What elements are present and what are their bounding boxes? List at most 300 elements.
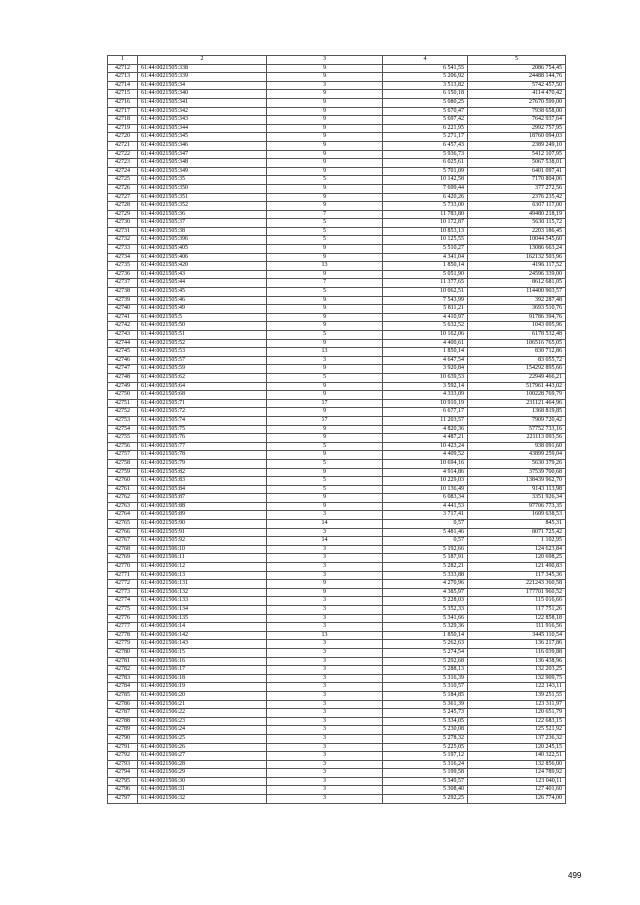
specific-value-cell: 0,57	[383, 537, 468, 546]
category-code-cell: 3	[267, 717, 383, 726]
category-code-cell: 3	[267, 597, 383, 606]
table-row	[108, 356, 566, 365]
row-index-cell: 42738	[108, 288, 138, 297]
table-row	[108, 382, 566, 391]
specific-value-cell: 10 853,13	[383, 227, 468, 236]
cadastral-number-cell: 61:44:0021505:43	[138, 270, 267, 279]
specific-value-cell: 5 228,03	[383, 597, 468, 606]
table-row	[108, 184, 566, 193]
cadastral-value-cell: 49480 218,19	[468, 210, 566, 219]
cadastral-number-cell: 61:44:0021505:88	[138, 502, 267, 511]
cadastral-number-cell: 61:44:0021505:45	[138, 288, 267, 297]
row-index-cell: 42774	[108, 597, 138, 606]
table-row	[108, 537, 566, 546]
cadastral-value-cell: 140 322,51	[468, 752, 566, 761]
table-header	[108, 56, 566, 65]
cadastral-number-cell: 61:44:0021505:34	[138, 81, 267, 90]
cadastral-number-cell: 61:44:0021506:18	[138, 674, 267, 683]
row-index-cell: 42724	[108, 167, 138, 176]
cadastral-number-cell: 61:44:0021506:135	[138, 614, 267, 623]
cadastral-value-cell: 37539 700,68	[468, 468, 566, 477]
header-col-4: 4	[383, 56, 468, 65]
row-index-cell: 42721	[108, 141, 138, 150]
row-index-cell: 42747	[108, 365, 138, 374]
table-row	[108, 511, 566, 520]
specific-value-cell: 4 333,09	[383, 391, 468, 400]
category-code-cell: 9	[267, 494, 383, 503]
cadastral-number-cell: 61:44:0021505:64	[138, 382, 267, 391]
table-row	[108, 245, 566, 254]
cadastral-number-cell: 61:44:0021506:133	[138, 597, 267, 606]
table-row	[108, 434, 566, 443]
category-code-cell: 3	[267, 769, 383, 778]
row-index-cell: 42780	[108, 648, 138, 657]
cadastral-value-cell: 132 203,25	[468, 666, 566, 675]
cadastral-number-cell: 61:44:0021505:87	[138, 494, 267, 503]
category-code-cell: 9	[267, 245, 383, 254]
category-code-cell: 3	[267, 356, 383, 365]
specific-value-cell: 5 262,63	[383, 640, 468, 649]
cadastral-value-cell: 6401 097,41	[468, 167, 566, 176]
cadastral-value-cell: 57752 733,16	[468, 425, 566, 434]
specific-value-cell: 6 420,26	[383, 193, 468, 202]
category-code-cell: 3	[267, 545, 383, 554]
specific-value-cell: 7 543,99	[383, 296, 468, 305]
category-code-cell: 5	[267, 485, 383, 494]
category-code-cell: 3	[267, 795, 383, 804]
cadastral-value-cell: 132 909,75	[468, 674, 566, 683]
table-row	[108, 743, 566, 752]
table-row	[108, 485, 566, 494]
cadastral-value-cell: 830 712,86	[468, 348, 566, 357]
table-row	[108, 597, 566, 606]
table-row	[108, 219, 566, 228]
cadastral-number-cell: 61:44:0021506:23	[138, 717, 267, 726]
category-code-cell: 9	[267, 502, 383, 511]
table-row	[108, 468, 566, 477]
header-row	[108, 56, 566, 65]
row-index-cell: 42734	[108, 253, 138, 262]
category-code-cell: 3	[267, 786, 383, 795]
category-code-cell: 3	[267, 554, 383, 563]
category-code-cell: 9	[267, 322, 383, 331]
category-code-cell: 3	[267, 640, 383, 649]
cadastral-number-cell: 61:44:0021505:5	[138, 313, 267, 322]
cadastral-number-cell: 61:44:0021505:352	[138, 202, 267, 211]
cadastral-value-cell: 5067 538,01	[468, 159, 566, 168]
row-index-cell: 42783	[108, 674, 138, 683]
row-index-cell: 42775	[108, 606, 138, 615]
table-row	[108, 717, 566, 726]
table-row	[108, 365, 566, 374]
specific-value-cell: 1 850,14	[383, 262, 468, 271]
cadastral-number-cell: 61:44:0021505:338	[138, 64, 267, 73]
specific-value-cell: 4 400,61	[383, 339, 468, 348]
specific-value-cell: 5 697,42	[383, 116, 468, 125]
cadastral-number-cell: 61:44:0021505:90	[138, 520, 267, 529]
table-row	[108, 193, 566, 202]
row-index-cell: 42751	[108, 399, 138, 408]
category-code-cell: 9	[267, 339, 383, 348]
cadastral-value-cell: 377 272,56	[468, 184, 566, 193]
table-row	[108, 648, 566, 657]
table-row	[108, 73, 566, 82]
cadastral-value-cell: 3445 110,54	[468, 631, 566, 640]
cadastral-value-cell: 6307 117,00	[468, 202, 566, 211]
category-code-cell: 5	[267, 459, 383, 468]
category-code-cell: 5	[267, 176, 383, 185]
cadastral-value-cell: 27670 599,00	[468, 98, 566, 107]
table-row	[108, 631, 566, 640]
row-index-cell: 42758	[108, 459, 138, 468]
specific-value-cell: 10 423,24	[383, 442, 468, 451]
cadastral-value-cell: 125 521,92	[468, 726, 566, 735]
row-index-cell: 42761	[108, 485, 138, 494]
cadastral-value-cell: 18760 094,03	[468, 133, 566, 142]
row-index-cell: 42748	[108, 373, 138, 382]
table-row	[108, 554, 566, 563]
cadastral-number-cell: 61:44:0021505:83	[138, 477, 267, 486]
category-code-cell: 3	[267, 528, 383, 537]
cadastral-number-cell: 61:44:0021505:345	[138, 133, 267, 142]
specific-value-cell: 5 811,21	[383, 305, 468, 314]
row-index-cell: 42741	[108, 313, 138, 322]
category-code-cell: 9	[267, 313, 383, 322]
cadastral-value-cell: 2992 757,95	[468, 124, 566, 133]
table-row	[108, 674, 566, 683]
row-index-cell: 42788	[108, 717, 138, 726]
cadastral-value-cell: 5742 457,50	[468, 81, 566, 90]
document-table	[107, 55, 565, 804]
specific-value-cell: 10 136,49	[383, 485, 468, 494]
table-row	[108, 373, 566, 382]
table-row	[108, 279, 566, 288]
row-index-cell: 42742	[108, 322, 138, 331]
category-code-cell: 9	[267, 193, 383, 202]
table-row	[108, 236, 566, 245]
cadastral-value-cell: 8071 725,42	[468, 528, 566, 537]
table-row	[108, 571, 566, 580]
cadastral-number-cell: 61:44:0021505:91	[138, 528, 267, 537]
specific-value-cell: 5 245,73	[383, 709, 468, 718]
specific-value-cell: 7 699,44	[383, 184, 468, 193]
category-code-cell: 9	[267, 408, 383, 417]
cadastral-value-cell: 117 751,26	[468, 606, 566, 615]
category-code-cell: 14	[267, 537, 383, 546]
table-row	[108, 520, 566, 529]
specific-value-cell: 10 062,51	[383, 288, 468, 297]
cadastral-value-cell: 91786 394,76	[468, 313, 566, 322]
category-code-cell: 3	[267, 511, 383, 520]
row-index-cell: 42770	[108, 563, 138, 572]
row-index-cell: 42771	[108, 571, 138, 580]
cadastral-value-cell: 154292 895,66	[468, 365, 566, 374]
row-index-cell: 42749	[108, 382, 138, 391]
specific-value-cell: 5 349,57	[383, 777, 468, 786]
cadastral-number-cell: 61:44:0021505:38	[138, 227, 267, 236]
specific-value-cell: 5 192,66	[383, 545, 468, 554]
cadastral-number-cell: 61:44:0021506:14	[138, 623, 267, 632]
cadastral-number-cell: 61:44:0021506:16	[138, 657, 267, 666]
table-row	[108, 442, 566, 451]
category-code-cell: 3	[267, 777, 383, 786]
cadastral-value-cell: 138439 962,70	[468, 477, 566, 486]
specific-value-cell: 6 541,55	[383, 64, 468, 73]
row-index-cell: 42762	[108, 494, 138, 503]
cadastral-value-cell: 1 102,95	[468, 537, 566, 546]
table-row	[108, 777, 566, 786]
row-index-cell: 42757	[108, 451, 138, 460]
row-index-cell: 42763	[108, 502, 138, 511]
table-row	[108, 760, 566, 769]
category-code-cell: 3	[267, 691, 383, 700]
table-row	[108, 795, 566, 804]
table-row	[108, 769, 566, 778]
row-index-cell: 42777	[108, 623, 138, 632]
cadastral-number-cell: 61:44:0021506:24	[138, 726, 267, 735]
category-code-cell: 9	[267, 253, 383, 262]
row-index-cell: 42787	[108, 709, 138, 718]
specific-value-cell: 6 025,61	[383, 159, 468, 168]
specific-value-cell: 10 694,16	[383, 459, 468, 468]
specific-value-cell: 5 701,09	[383, 167, 468, 176]
cadastral-value-cell: 3351 926,34	[468, 494, 566, 503]
table-row	[108, 64, 566, 73]
category-code-cell: 9	[267, 382, 383, 391]
category-code-cell: 3	[267, 760, 383, 769]
category-code-cell: 13	[267, 631, 383, 640]
specific-value-cell: 4 487,21	[383, 434, 468, 443]
category-code-cell: 3	[267, 700, 383, 709]
specific-value-cell: 5 632,52	[383, 322, 468, 331]
cadastral-value-cell: 122 683,15	[468, 717, 566, 726]
cadastral-value-cell: 4114 470,42	[468, 90, 566, 99]
cadastral-value-cell: 221113 093,56	[468, 434, 566, 443]
cadastral-value-cell: 1609 638,53	[468, 511, 566, 520]
cadastral-number-cell: 61:44:0021506:13	[138, 571, 267, 580]
table-row	[108, 459, 566, 468]
category-code-cell: 9	[267, 64, 383, 73]
specific-value-cell: 5 197,12	[383, 752, 468, 761]
cadastral-number-cell: 61:44:0021505:351	[138, 193, 267, 202]
category-code-cell: 9	[267, 159, 383, 168]
row-index-cell: 42796	[108, 786, 138, 795]
specific-value-cell: 1 850,14	[383, 348, 468, 357]
category-code-cell: 5	[267, 331, 383, 340]
category-code-cell: 9	[267, 434, 383, 443]
table-row	[108, 227, 566, 236]
table-row	[108, 580, 566, 589]
cadastral-number-cell: 61:44:0021505:74	[138, 416, 267, 425]
cadastral-number-cell: 61:44:0021505:342	[138, 107, 267, 116]
cadastral-number-cell: 61:44:0021506:11	[138, 554, 267, 563]
row-index-cell: 42753	[108, 416, 138, 425]
row-index-cell: 42746	[108, 356, 138, 365]
row-index-cell: 42718	[108, 116, 138, 125]
specific-value-cell: 5 481,46	[383, 528, 468, 537]
header-col-3: 3	[267, 56, 383, 65]
category-code-cell: 5	[267, 477, 383, 486]
cadastral-value-table	[107, 55, 566, 804]
cadastral-number-cell: 61:44:0021505:52	[138, 339, 267, 348]
row-index-cell: 42731	[108, 227, 138, 236]
cadastral-number-cell: 61:44:0021505:343	[138, 116, 267, 125]
cadastral-value-cell: 392 287,48	[468, 296, 566, 305]
row-index-cell: 42728	[108, 202, 138, 211]
specific-value-cell: 5 230,08	[383, 726, 468, 735]
category-code-cell: 9	[267, 150, 383, 159]
cadastral-number-cell: 61:44:0021505:37	[138, 219, 267, 228]
category-code-cell: 7	[267, 210, 383, 219]
table-row	[108, 700, 566, 709]
row-index-cell: 42772	[108, 580, 138, 589]
cadastral-number-cell: 61:44:0021506:21	[138, 700, 267, 709]
header-col-1: 1	[108, 56, 138, 65]
row-index-cell: 42725	[108, 176, 138, 185]
specific-value-cell: 4 410,97	[383, 313, 468, 322]
category-code-cell: 9	[267, 425, 383, 434]
cadastral-value-cell: 7170 804,06	[468, 176, 566, 185]
category-code-cell: 9	[267, 184, 383, 193]
table-row	[108, 167, 566, 176]
specific-value-cell: 5 051,90	[383, 270, 468, 279]
row-index-cell: 42754	[108, 425, 138, 434]
cadastral-number-cell: 61:44:0021506:12	[138, 563, 267, 572]
table-row	[108, 159, 566, 168]
category-code-cell: 3	[267, 623, 383, 632]
specific-value-cell: 3 920,84	[383, 365, 468, 374]
specific-value-cell: 4 270,96	[383, 580, 468, 589]
row-index-cell: 42752	[108, 408, 138, 417]
row-index-cell: 42755	[108, 434, 138, 443]
specific-value-cell: 5 278,32	[383, 734, 468, 743]
specific-value-cell: 5 670,47	[383, 107, 468, 116]
specific-value-cell: 4 441,53	[383, 502, 468, 511]
cadastral-value-cell: 4196 117,52	[468, 262, 566, 271]
cadastral-value-cell: 111 916,56	[468, 623, 566, 632]
row-index-cell: 42715	[108, 90, 138, 99]
table-row	[108, 81, 566, 90]
table-row	[108, 253, 566, 262]
category-code-cell: 9	[267, 124, 383, 133]
row-index-cell: 42779	[108, 640, 138, 649]
category-code-cell: 5	[267, 236, 383, 245]
cadastral-value-cell: 3693 510,76	[468, 305, 566, 314]
row-index-cell: 42750	[108, 391, 138, 400]
cadastral-value-cell: 13086 663,24	[468, 245, 566, 254]
category-code-cell: 9	[267, 73, 383, 82]
row-index-cell: 42717	[108, 107, 138, 116]
category-code-cell: 5	[267, 373, 383, 382]
specific-value-cell: 6 221,95	[383, 124, 468, 133]
table-row	[108, 623, 566, 632]
cadastral-value-cell: 517961 443,02	[468, 382, 566, 391]
row-index-cell: 42756	[108, 442, 138, 451]
specific-value-cell: 5 329,36	[383, 623, 468, 632]
specific-value-cell: 5 333,88	[383, 571, 468, 580]
table-row	[108, 391, 566, 400]
specific-value-cell: 3 717,41	[383, 511, 468, 520]
cadastral-value-cell: 117 345,36	[468, 571, 566, 580]
cadastral-value-cell: 162132 503,96	[468, 253, 566, 262]
category-code-cell: 3	[267, 752, 383, 761]
cadastral-number-cell: 61:44:0021506:17	[138, 666, 267, 675]
table-row	[108, 752, 566, 761]
cadastral-value-cell: 123 311,97	[468, 700, 566, 709]
table-row	[108, 322, 566, 331]
row-index-cell: 42736	[108, 270, 138, 279]
category-code-cell: 9	[267, 391, 383, 400]
row-index-cell: 42733	[108, 245, 138, 254]
cadastral-value-cell: 126 774,00	[468, 795, 566, 804]
cadastral-value-cell: 136 438,96	[468, 657, 566, 666]
table-row	[108, 502, 566, 511]
table-row	[108, 313, 566, 322]
row-index-cell: 42793	[108, 760, 138, 769]
specific-value-cell: 5 206,92	[383, 73, 468, 82]
cadastral-number-cell: 61:44:0021505:79	[138, 459, 267, 468]
cadastral-number-cell: 61:44:0021506:29	[138, 769, 267, 778]
category-code-cell: 13	[267, 262, 383, 271]
category-code-cell: 9	[267, 365, 383, 374]
cadastral-number-cell: 61:44:0021505:406	[138, 253, 267, 262]
specific-value-cell: 4 385,97	[383, 588, 468, 597]
row-index-cell: 42745	[108, 348, 138, 357]
specific-value-cell: 4 820,36	[383, 425, 468, 434]
table-row	[108, 150, 566, 159]
cadastral-number-cell: 61:44:0021506:32	[138, 795, 267, 804]
row-index-cell: 42782	[108, 666, 138, 675]
cadastral-number-cell: 61:44:0021506:143	[138, 640, 267, 649]
specific-value-cell: 5 187,91	[383, 554, 468, 563]
specific-value-cell: 5 274,54	[383, 648, 468, 657]
cadastral-value-cell: 221243 360,58	[468, 580, 566, 589]
category-code-cell: 3	[267, 709, 383, 718]
cadastral-number-cell: 61:44:0021505:92	[138, 537, 267, 546]
cadastral-number-cell: 61:44:0021505:396	[138, 236, 267, 245]
table-row	[108, 202, 566, 211]
table-row	[108, 451, 566, 460]
specific-value-cell: 1 850,14	[383, 631, 468, 640]
cadastral-number-cell: 61:44:0021505:46	[138, 296, 267, 305]
cadastral-value-cell: 97706 773,35	[468, 502, 566, 511]
specific-value-cell: 6 150,18	[383, 90, 468, 99]
row-index-cell: 42789	[108, 726, 138, 735]
category-code-cell: 17	[267, 416, 383, 425]
cadastral-value-cell: 123 040,11	[468, 777, 566, 786]
category-code-cell: 7	[267, 279, 383, 288]
specific-value-cell: 5 361,39	[383, 700, 468, 709]
category-code-cell: 9	[267, 107, 383, 116]
table-row	[108, 133, 566, 142]
category-code-cell: 3	[267, 743, 383, 752]
table-row	[108, 545, 566, 554]
row-index-cell: 42737	[108, 279, 138, 288]
table-row	[108, 640, 566, 649]
table-row	[108, 339, 566, 348]
category-code-cell: 3	[267, 606, 383, 615]
specific-value-cell: 5 316,39	[383, 674, 468, 683]
specific-value-cell: 5 316,24	[383, 760, 468, 769]
category-code-cell: 3	[267, 666, 383, 675]
table-row	[108, 614, 566, 623]
table-row	[108, 116, 566, 125]
category-code-cell: 3	[267, 734, 383, 743]
row-index-cell: 42797	[108, 795, 138, 804]
cadastral-number-cell: 61:44:0021505:51	[138, 331, 267, 340]
cadastral-number-cell: 61:44:0021505:348	[138, 159, 267, 168]
cadastral-number-cell: 61:44:0021505:53	[138, 348, 267, 357]
